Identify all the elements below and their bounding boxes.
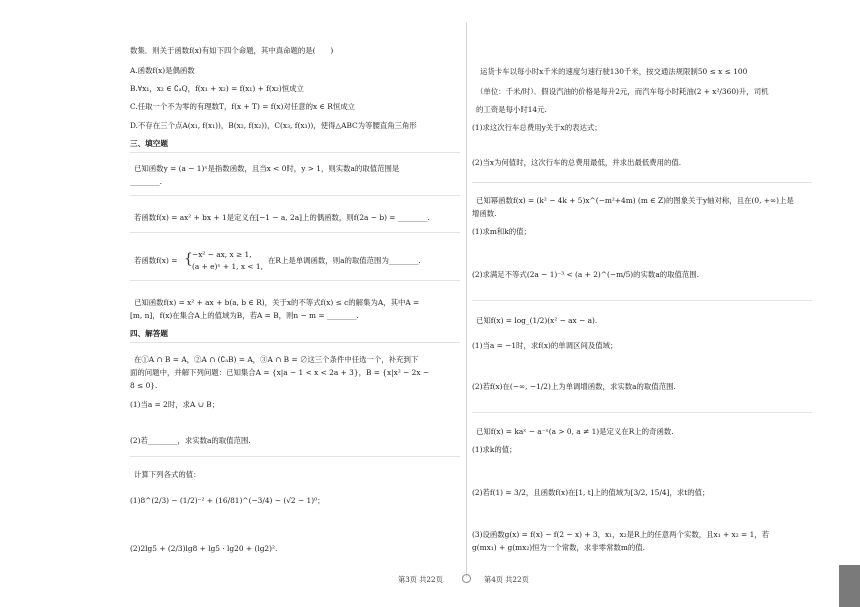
sub-question: g(mx₁) + g(mx₂)恒为一个常数，求非零常数m的值. xyxy=(472,543,645,552)
question-line: 的工资是每小时14元. xyxy=(476,105,547,114)
page-number-right: 第4页 共22页 xyxy=(484,575,529,584)
option-c: C.任取一个不为零的有理数T，f(x + T) = f(x)对任意的x ∈ R恒成立 xyxy=(130,102,356,111)
binding-circle-icon xyxy=(462,574,471,583)
question-suffix: 在R上是单调函数，则a的取值范围为________. xyxy=(268,256,421,265)
piecewise-case: (a + e)ˣ + 1, x < 1, xyxy=(192,262,263,271)
option-a: A.函数f(x)是偶函数 xyxy=(130,66,195,75)
sub-question: (2)若________，求实数a的取值范围. xyxy=(130,436,251,445)
question-line: [m, n]，f(x)在集合A上的值域为B，若A = B，则n − m = ________. xyxy=(130,311,359,320)
section-heading-answers: 四、解答题 xyxy=(130,329,168,338)
sub-question: (3)设函数g(x) = f(x) − f(2 − x) + 3，x₁，x₂是R上的任意两个实数，且x₁ + x₂ = 1，若 xyxy=(472,530,770,539)
question-prefix: 若函数f(x) = xyxy=(134,256,178,265)
sub-question: (1)8^(2/3) − (1/2)⁻² + (16/81)^(−3/4) − (√2 − 1)⁰； xyxy=(130,496,325,505)
question-line: 面的问题中，并解下列问题：已知集合A = {x|a − 1 < x < 2a + 3}，B = {x|x² − 2x − xyxy=(130,368,430,377)
option-d: D.不存在三个点A(x₁, f(x₁))，B(x₂, f(x₂))，C(x₃, f(x₃))，使得△ABC为等腰直角三角形 xyxy=(130,121,417,130)
section-heading-fill-blank: 三、填空题 xyxy=(130,139,168,148)
question-line: 已知f(x) = log_(1/2)(x² − ax − a). xyxy=(476,316,598,325)
sub-question: (2)当x为何值时，这次行车的总费用最低，并求出最低费用的值. xyxy=(472,158,682,167)
page-number-left: 第3页 共22页 xyxy=(398,575,443,584)
sub-question: (1)当a = −1时，求f(x)的单调区间及值域； xyxy=(472,341,618,350)
sub-question: (2)若f(1) = 3/2，且函数f(x)在[1, t]上的值域为[3/2, 15/4]，求t的值； xyxy=(472,488,710,497)
question-line: 8 ≤ 0}. xyxy=(130,381,158,390)
option-b: B.∀x₁，x₂ ∈ ∁ₐQ，f(x₁ + x₂) = f(x₁) + f(x₂)恒成立 xyxy=(130,84,304,93)
scrollbar-corner xyxy=(839,565,860,607)
divider xyxy=(472,300,812,301)
divider xyxy=(130,152,460,153)
question-line: 已知函数y = (a − 1)ˣ是指数函数，且当x < 0时，y > 1，则实数a的取值范围是 xyxy=(134,164,400,173)
sub-question: (1)当a = 2时，求A ∪ B； xyxy=(130,400,220,409)
question-line: ________. xyxy=(130,177,162,186)
column-separator xyxy=(466,22,467,577)
divider xyxy=(472,412,812,413)
question-line: 已知幂函数f(x) = (k² − 4k + 5)x^(−m²+4m) (m ∈ Z)的图象关于y轴对称，且在(0, +∞)上是 xyxy=(476,196,794,205)
sub-question: (1)求这次行车总费用y关于x的表达式； xyxy=(472,123,602,132)
question-line: 增函数. xyxy=(472,209,497,218)
question-line: 若函数f(x) = ax² + bx + 1是定义在[−1 − a, 2a]上的偶函数，则f(2a − b) = ________. xyxy=(134,213,430,222)
question-line: 在①A ∩ B = A，②A ∩ (∁ₐB) = A，③A ∩ B = ∅这三个条件中任选一个，补充到下 xyxy=(134,355,419,364)
question-line: （单位：千米/时）．假设汽油的价格是每升2元，而汽车每小时耗油(2 + x²/360)升，司机 xyxy=(476,87,769,96)
divider xyxy=(472,182,812,183)
divider xyxy=(130,342,460,343)
question-line: 已知函数f(x) = x² + ax + b(a, b ∈ R)，关于x的不等式f(x) ≤ c的解集为A，其中A = xyxy=(134,298,420,307)
sub-question: (2)求满足不等式(2a − 1)⁻³ < (a + 2)^(−m/5)的实数a的取值范围. xyxy=(472,270,700,279)
divider xyxy=(130,232,460,233)
sub-question: (1)求k的值； xyxy=(472,445,517,454)
question-line: 计算下列各式的值： xyxy=(134,470,201,479)
sub-question: (1)求m和k的值； xyxy=(472,227,531,236)
piecewise-case: −x² − ax, x ≥ 1, xyxy=(192,250,252,259)
question-line: 运货卡车以每小时x千米的速度匀速行驶130千米，按交通法规限制50 ≤ x ≤ 100 xyxy=(480,67,748,76)
question-line: 已知f(x) = kaˣ − a⁻ˣ(a > 0, a ≠ 1)是定义在R上的奇函数. xyxy=(476,427,674,436)
brace: { xyxy=(184,251,193,267)
sub-question: (2)若f(x)在(−∞, −1/2)上为单调增函数，求实数a的取值范围. xyxy=(472,382,676,391)
divider xyxy=(130,195,460,196)
divider xyxy=(130,456,460,457)
p1-line: 数集．则关于函数f(x)有如下四个命题，其中真命题的是( ) xyxy=(130,46,334,55)
sub-question: (2)2lg5 + (2/3)lg8 + lg5 · lg20 + (lg2)². xyxy=(130,544,278,553)
divider xyxy=(130,280,460,281)
